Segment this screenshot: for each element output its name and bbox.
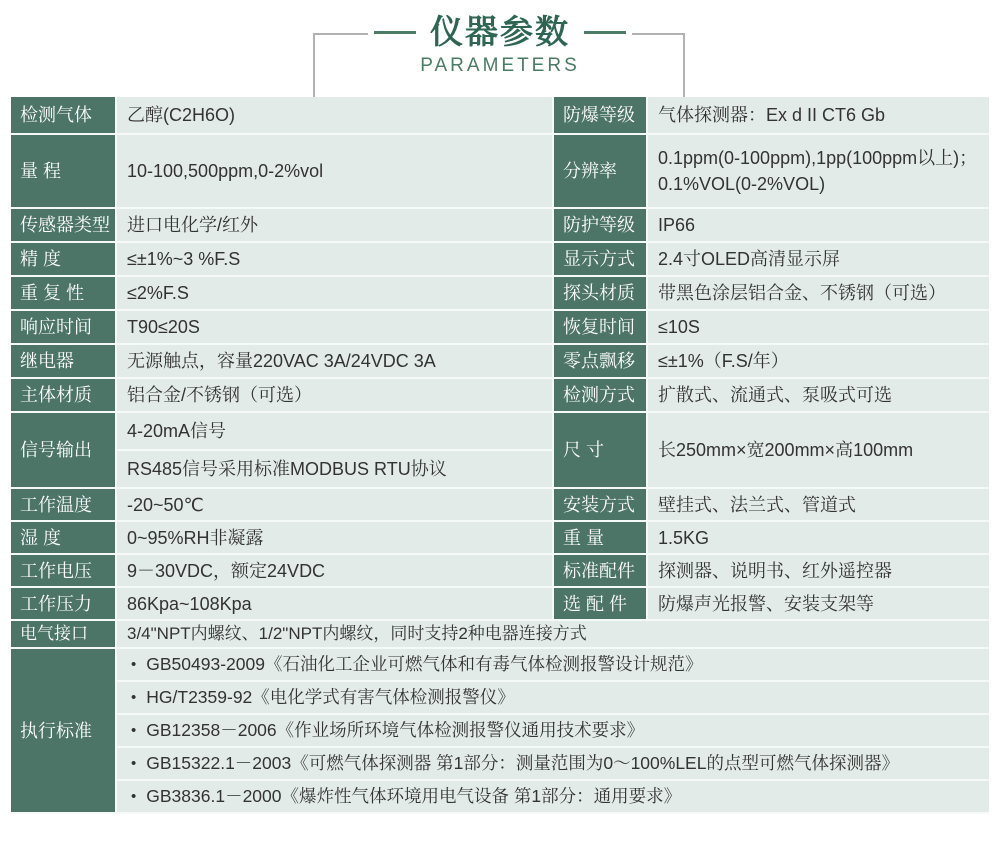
value-cell — [648, 345, 989, 379]
value-text: 4-20mA信号 — [127, 421, 227, 441]
spec-row — [11, 97, 989, 135]
value-text: 10-100,500ppm,0-2%vol — [127, 161, 324, 181]
value-text: 壁挂式、法兰式、管道式 — [658, 494, 856, 515]
spec-row — [11, 345, 989, 379]
value-cell — [648, 277, 989, 311]
label-cell — [554, 209, 648, 243]
label-text: 显示方式 — [563, 249, 635, 269]
spec-row-standards — [11, 649, 989, 814]
value-text: 86Kpa~108Kpa — [127, 593, 252, 614]
title-dash-right-icon — [584, 31, 626, 34]
label-cell — [554, 379, 648, 413]
value-text: 长250mm×宽200mm×高100mm — [658, 440, 914, 460]
value-text: 0.1ppm(0-100ppm),1pp(100ppm以上)； 0.1%VOL(0-2%VOL) — [658, 148, 978, 194]
page-subtitle: PARAMETERS — [420, 55, 580, 76]
value-cell — [117, 451, 554, 489]
value-text: IP66 — [658, 215, 696, 235]
standard-text: GB15322.1－2003《可燃气体探测器 第1部分：测量范围为0～100%LEL的点型可燃气体探测器》 — [146, 753, 899, 773]
value-text: 乙醇(C2H6O) — [127, 105, 236, 125]
label-text: 工作电压 — [20, 560, 92, 581]
label-cell — [554, 97, 648, 135]
label-cell — [554, 413, 648, 489]
standard-item — [117, 715, 989, 748]
label-text: 重 量 — [563, 527, 605, 548]
value-cell — [648, 522, 989, 555]
value-text: 进口电化学/红外 — [127, 215, 259, 235]
label-text: 恢复时间 — [563, 317, 635, 337]
label-text: 零点飘移 — [563, 351, 635, 371]
standard-item — [117, 781, 989, 812]
value-cell — [117, 311, 554, 345]
value-text: ≤10S — [658, 317, 700, 337]
value-text: 铝合金/不锈钢（可选） — [127, 385, 312, 405]
value-text: 气体探测器：Ex d II CT6 Gb — [658, 105, 886, 125]
value-cell — [117, 345, 554, 379]
value-cell — [648, 489, 989, 522]
spec-row — [11, 209, 989, 243]
value-cell — [117, 588, 554, 621]
label-text: 工作温度 — [20, 494, 92, 515]
spec-row-electrical — [11, 621, 989, 649]
label-cell — [11, 379, 117, 413]
label-text: 工作压力 — [20, 593, 92, 614]
standard-item — [117, 748, 989, 781]
value-text: 无源触点，容量220VAC 3A/24VDC 3A — [127, 351, 436, 371]
label-text: 防爆等级 — [563, 105, 635, 125]
spec-row — [11, 311, 989, 345]
value-text: 9－30VDC，额定24VDC — [127, 560, 326, 581]
label-text: 检测方式 — [563, 385, 635, 405]
value-text: RS485信号采用标准MODBUS RTU协议 — [127, 459, 447, 479]
label-text: 精 度 — [20, 249, 62, 269]
value-cell — [648, 97, 989, 135]
value-cell — [648, 413, 989, 489]
label-cell — [554, 555, 648, 588]
value-text: ≤±1%（F.S/年） — [658, 351, 789, 371]
value-text: 防爆声光报警、安装支架等 — [658, 593, 874, 614]
label-cell — [554, 243, 648, 277]
label-text: 执行标准 — [20, 720, 92, 741]
standard-text: GB3836.1－2000《爆炸性气体环境用电气设备 第1部分：通用要求》 — [146, 786, 682, 806]
spec-row — [11, 522, 989, 555]
label-text: 探头材质 — [563, 283, 635, 303]
value-text: 带黑色涂层铝合金、不锈钢（可选） — [658, 283, 946, 303]
standard-item — [117, 649, 989, 682]
label-cell — [554, 522, 648, 555]
standard-item — [117, 682, 989, 715]
value-text: T90≤20S — [127, 317, 200, 337]
label-text: 信号输出 — [20, 440, 92, 460]
value-cell — [117, 277, 554, 311]
value-cell — [117, 555, 554, 588]
label-cell — [554, 489, 648, 522]
value-cell — [648, 555, 989, 588]
label-text: 量 程 — [20, 161, 62, 181]
value-text: 扩散式、流通式、泵吸式可选 — [658, 385, 892, 405]
label-text: 传感器类型 — [20, 215, 110, 235]
bullet-icon: • — [131, 722, 137, 739]
label-cell — [554, 135, 648, 209]
value-cell — [648, 209, 989, 243]
value-text: ≤±1%~3 %F.S — [127, 249, 241, 269]
label-text: 分辨率 — [563, 161, 617, 181]
label-text: 防护等级 — [563, 215, 635, 235]
label-text: 选 配 件 — [563, 593, 628, 614]
label-cell — [11, 413, 117, 489]
value-cell — [648, 379, 989, 413]
label-text: 湿 度 — [20, 527, 62, 548]
label-cell — [11, 311, 117, 345]
value-text: 1.5KG — [658, 527, 710, 548]
value-cell — [117, 413, 554, 451]
label-cell — [11, 555, 117, 588]
value-text: 0~95%RH非凝露 — [127, 527, 264, 548]
label-text: 继电器 — [20, 351, 74, 371]
value-text: 3/4"NPT内螺纹、1/2"NPT内螺纹，同时支持2种电器连接方式 — [127, 624, 587, 643]
label-text: 重 复 性 — [20, 283, 85, 303]
label-text: 标准配件 — [563, 560, 635, 581]
spec-row — [11, 277, 989, 311]
label-cell — [11, 649, 117, 814]
spec-row — [11, 135, 989, 209]
standard-text: GB50493-2009《石油化工企业可燃气体和有毒气体检测报警设计规范》 — [146, 654, 703, 674]
spec-row — [11, 243, 989, 277]
label-text: 电气接口 — [20, 624, 88, 643]
bullet-icon: • — [131, 788, 137, 805]
label-cell — [11, 621, 117, 649]
value-cell — [117, 209, 554, 243]
title-dash-left-icon — [374, 31, 416, 34]
standard-text: GB12358－2006《作业场所环境气体检测报警仪通用技术要求》 — [146, 720, 645, 740]
standards-list — [117, 649, 989, 814]
label-cell — [11, 277, 117, 311]
value-cell — [117, 489, 554, 522]
standard-text: HG/T2359-92《电化学式有害气体检测报警仪》 — [146, 687, 515, 707]
value-text: ≤2%F.S — [127, 283, 189, 303]
value-cell — [648, 135, 989, 209]
spec-row — [11, 588, 989, 621]
label-cell — [11, 489, 117, 522]
value-cell — [117, 379, 554, 413]
bullet-icon: • — [131, 689, 137, 706]
value-cell — [648, 588, 989, 621]
spec-row — [11, 555, 989, 588]
label-cell — [11, 243, 117, 277]
value-cell — [648, 311, 989, 345]
signal-values-stack — [117, 413, 554, 489]
value-cell — [117, 243, 554, 277]
label-cell — [11, 345, 117, 379]
bullet-icon: • — [131, 656, 137, 673]
label-cell — [11, 522, 117, 555]
label-cell — [11, 135, 117, 209]
label-cell — [11, 209, 117, 243]
label-cell — [554, 588, 648, 621]
label-cell — [554, 277, 648, 311]
spec-table — [11, 97, 989, 814]
page-title: 仪器参数 — [430, 13, 570, 50]
bullet-icon: • — [131, 755, 137, 772]
label-text: 响应时间 — [20, 317, 92, 337]
label-text: 安装方式 — [563, 494, 635, 515]
label-text: 尺 寸 — [563, 440, 605, 460]
label-cell — [11, 97, 117, 135]
label-text: 主体材质 — [20, 385, 92, 405]
value-text: 2.4寸OLED高清显示屏 — [658, 249, 841, 269]
value-cell — [117, 621, 989, 649]
value-cell — [117, 522, 554, 555]
label-cell — [554, 311, 648, 345]
spec-row-signal-output — [11, 413, 989, 489]
spec-row — [11, 489, 989, 522]
label-cell — [554, 345, 648, 379]
value-text: -20~50℃ — [127, 494, 204, 515]
value-cell — [117, 97, 554, 135]
label-text: 检测气体 — [20, 105, 92, 125]
label-cell — [11, 588, 117, 621]
value-cell — [117, 135, 554, 209]
value-text: 探测器、说明书、红外遥控器 — [658, 560, 892, 581]
spec-row — [11, 379, 989, 413]
value-cell — [648, 243, 989, 277]
title-group — [368, 12, 632, 77]
page-header — [0, 0, 1000, 97]
